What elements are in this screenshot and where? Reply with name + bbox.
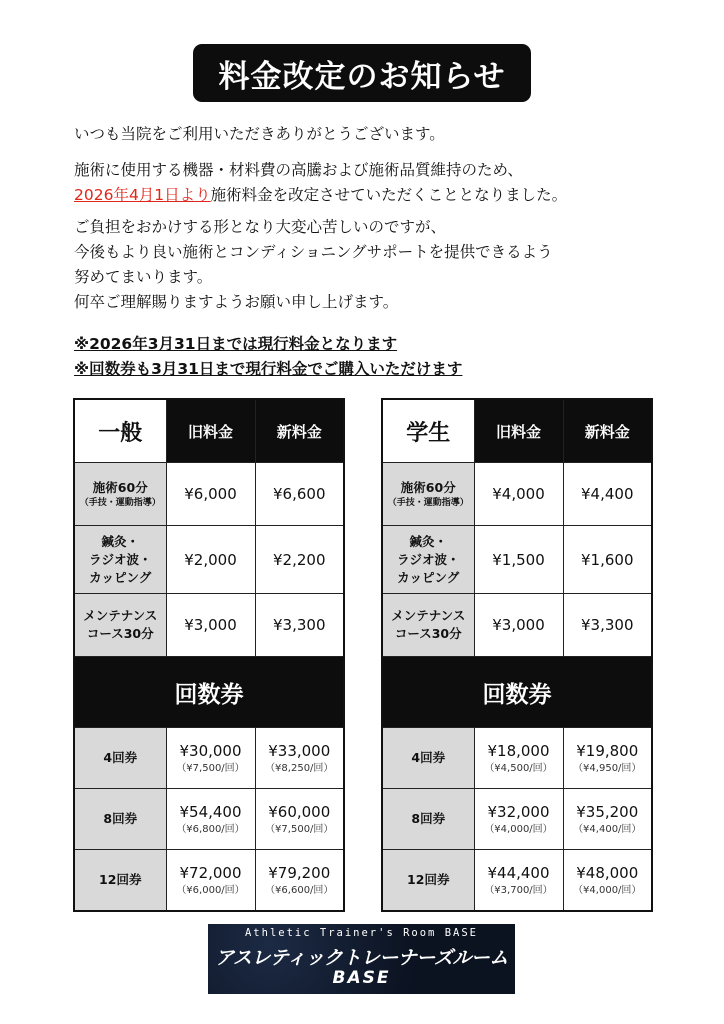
service-name-line: ラジオ波・ (88, 551, 152, 567)
logo-main-text: アスレティックトレーナーズルーム (215, 947, 508, 969)
new-price-header: 新料金 (255, 399, 344, 463)
apology-line-1: ご負担をおかけする形となり大変心苦しいのですが、 (74, 218, 447, 236)
service-name-line: ラジオ波・ (396, 551, 460, 567)
reason-text (74, 158, 567, 208)
logo-top-text: Athletic Trainer's Room BASE (244, 927, 478, 939)
old-ticket-price (166, 850, 255, 912)
old-price: ¥1,500 (474, 526, 563, 594)
service-name (74, 526, 166, 594)
service-row (74, 594, 344, 657)
new-ticket-price (563, 850, 652, 912)
new-ticket-per-visit: （¥7,500/回） (265, 824, 334, 835)
new-ticket-price (255, 789, 344, 850)
reason-line-1: 施術に使用する機器・材料費の高騰および施術品質維持のため、 (74, 161, 523, 179)
old-ticket-per-visit: （¥7,500/回） (176, 763, 245, 774)
old-ticket-price (474, 850, 563, 912)
old-price: ¥6,000 (166, 463, 255, 526)
service-row (74, 463, 344, 526)
old-ticket-price (474, 728, 563, 789)
effective-date: 2026年4月1日より (74, 186, 211, 204)
table-header-row (74, 399, 344, 463)
ticket-heading-row (74, 657, 344, 728)
service-name-line: コース30分 (86, 626, 154, 641)
new-ticket-per-visit: （¥8,250/回） (265, 763, 334, 774)
new-ticket-per-visit: （¥6,600/回） (265, 885, 334, 896)
new-price: ¥3,300 (563, 594, 652, 657)
old-ticket-total: ¥18,000 (487, 742, 550, 760)
old-price: ¥3,000 (474, 594, 563, 657)
new-ticket-price (255, 850, 344, 912)
service-name-line: 施術60分 (92, 480, 148, 495)
service-name-line: カッピング (89, 569, 152, 585)
ticket-row (382, 850, 652, 912)
reason-line-2: 施術料金を改定させていただくこととなりました。 (210, 186, 568, 204)
old-ticket-price (474, 789, 563, 850)
ticket-name: 4回券 (74, 728, 166, 789)
old-ticket-total: ¥72,000 (179, 864, 242, 882)
old-ticket-price (166, 789, 255, 850)
ticket-name: 8回券 (74, 789, 166, 850)
greeting-text: いつも当院をご利用いただきありがとうございます。 (74, 125, 445, 143)
ticket-name: 4回券 (382, 728, 474, 789)
new-ticket-total: ¥48,000 (576, 864, 639, 882)
ticket-heading: 回数券 (382, 657, 652, 728)
service-name-line: 鍼灸・ (101, 533, 139, 549)
service-name-line: 鍼灸・ (409, 533, 447, 549)
notice-ticket: ※回数券も3月31日まで現行料金でご購入いただけます (74, 360, 463, 378)
ticket-row (382, 789, 652, 850)
service-row (382, 463, 652, 526)
service-note: （手技・運動指導） (79, 498, 161, 508)
new-ticket-price (255, 728, 344, 789)
old-ticket-per-visit: （¥6,800/回） (176, 824, 245, 835)
service-note: （手技・運動指導） (387, 498, 469, 508)
old-ticket-price (166, 728, 255, 789)
ticket-row (74, 850, 344, 912)
old-price: ¥3,000 (166, 594, 255, 657)
new-ticket-total: ¥19,800 (576, 742, 639, 760)
notice-current-price: ※2026年3月31日までは現行料金となります (74, 335, 398, 353)
service-row (382, 594, 652, 657)
ticket-name: 12回券 (74, 850, 166, 912)
brand-logo (208, 924, 515, 994)
new-price: ¥3,300 (255, 594, 344, 657)
apology-line-4: 何卒ご理解賜りますようお願い申し上げます。 (74, 293, 399, 311)
page-title: 料金改定のお知らせ (193, 44, 531, 102)
price-table-general (73, 398, 345, 912)
logo-sub-text: BASE (332, 968, 391, 988)
service-row (74, 526, 344, 594)
ticket-row (382, 728, 652, 789)
new-price: ¥2,200 (255, 526, 344, 594)
new-ticket-per-visit: （¥4,950/回） (573, 763, 642, 774)
ticket-row (74, 728, 344, 789)
table-category-label: 一般 (74, 399, 166, 463)
service-name-line: コース30分 (394, 626, 462, 641)
new-ticket-price (563, 789, 652, 850)
service-name (74, 594, 166, 657)
ticket-name: 8回券 (382, 789, 474, 850)
service-name (382, 526, 474, 594)
apology-line-2: 今後もより良い施術とコンディショニングサポートを提供できるよう (74, 243, 553, 261)
old-price: ¥4,000 (474, 463, 563, 526)
old-ticket-per-visit: （¥4,500/回） (484, 763, 553, 774)
new-ticket-per-visit: （¥4,000/回） (573, 885, 642, 896)
service-name (382, 463, 474, 526)
apology-text (74, 215, 553, 315)
new-ticket-total: ¥79,200 (268, 864, 331, 882)
old-ticket-per-visit: （¥6,000/回） (176, 885, 245, 896)
service-name-line: メンテナンス (391, 608, 466, 623)
old-ticket-total: ¥32,000 (487, 803, 550, 821)
apology-line-3: 努めてまいります。 (74, 268, 213, 286)
service-name-line: メンテナンス (83, 608, 158, 623)
old-ticket-per-visit: （¥4,000/回） (484, 824, 553, 835)
ticket-heading: 回数券 (74, 657, 344, 728)
old-price-header: 旧料金 (166, 399, 255, 463)
table-category-label: 学生 (382, 399, 474, 463)
new-ticket-total: ¥33,000 (268, 742, 331, 760)
price-table-student (381, 398, 653, 912)
service-row (382, 526, 652, 594)
new-price: ¥6,600 (255, 463, 344, 526)
ticket-heading-row (382, 657, 652, 728)
old-ticket-total: ¥54,400 (179, 803, 242, 821)
new-ticket-per-visit: （¥4,400/回） (573, 824, 642, 835)
table-header-row (382, 399, 652, 463)
old-price-header: 旧料金 (474, 399, 563, 463)
service-name-line: カッピング (397, 569, 460, 585)
new-ticket-total: ¥35,200 (576, 803, 639, 821)
ticket-row (74, 789, 344, 850)
new-ticket-total: ¥60,000 (268, 803, 331, 821)
new-price: ¥1,600 (563, 526, 652, 594)
service-name (382, 594, 474, 657)
old-price: ¥2,000 (166, 526, 255, 594)
new-price: ¥4,400 (563, 463, 652, 526)
ticket-name: 12回券 (382, 850, 474, 912)
service-name (74, 463, 166, 526)
service-name-line: 施術60分 (400, 480, 456, 495)
old-ticket-total: ¥30,000 (179, 742, 242, 760)
old-ticket-per-visit: （¥3,700/回） (484, 885, 553, 896)
new-price-header: 新料金 (563, 399, 652, 463)
old-ticket-total: ¥44,400 (487, 864, 550, 882)
new-ticket-price (563, 728, 652, 789)
